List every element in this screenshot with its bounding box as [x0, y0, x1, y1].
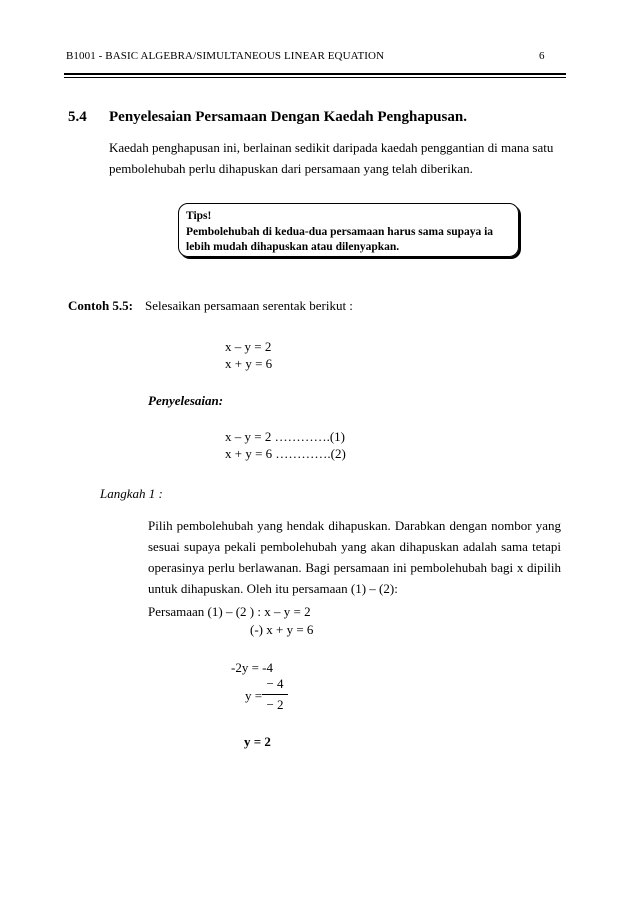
- final-result: y = 2: [244, 734, 271, 749]
- tips-box: [178, 203, 519, 257]
- intro-paragraph: Kaedah penghapusan ini, berlainan sedikit daripada kaedah penggantian di mana satu pembolehubah perlu dihapuskan dari persamaan yang telah diberikan.: [109, 140, 554, 176]
- tips-heading: Tips!: [186, 210, 212, 222]
- header-rule-thin: [64, 77, 566, 78]
- section-number: 5.4: [68, 109, 87, 125]
- header-title: B1001 - BASIC ALGEBRA/SIMULTANEOUS LINEAR EQUATION: [66, 50, 385, 62]
- equation-2-numbered: x + y = 6 ………….(2): [225, 446, 346, 461]
- section-title: Penyelesaian Persamaan Dengan Kaedah Penghapusan.: [109, 109, 467, 125]
- y-equals-label: y =: [245, 688, 263, 703]
- equation-1: x – y = 2: [225, 339, 272, 354]
- subtraction-line-2: (-) x + y = 6: [250, 622, 314, 637]
- step-1-label: Langkah 1 :: [100, 486, 163, 501]
- solution-label: Penyelesaian:: [148, 393, 224, 408]
- subtraction-line-1: Persamaan (1) – (2 ) : x – y = 2: [148, 604, 311, 619]
- example-instruction: Selesaikan persamaan serentak berikut :: [145, 298, 353, 313]
- example-label: Contoh 5.5:: [68, 298, 134, 313]
- tips-line-1: Pembolehubah di kedua-dua persamaan harus sama supaya ia: [186, 225, 494, 238]
- step-1-paragraph: Pilih pembolehubah yang hendak dihapuskan. Darabkan dengan nombor yang sesuai supaya pekali pembolehubah yang akan dihapuskan adalah sama tetapi operasinya perlu berlawanan. Bagi persamaan ini pembolehubah bagi x dipilih untuk dihapuskan. Oleh itu persamaan (1) – (2):: [148, 518, 561, 596]
- page-number: 6: [539, 50, 545, 62]
- result-equation: -2y = -4: [231, 660, 273, 675]
- header-rule-thick: [64, 73, 566, 75]
- fraction-denominator: − 2: [266, 697, 284, 712]
- fraction-numerator: − 4: [266, 676, 284, 691]
- tips-line-2: lebih mudah dihapuskan atau dilenyapkan.: [186, 241, 400, 253]
- equation-1-numbered: x – y = 2 ………….(1): [225, 429, 345, 444]
- equation-2: x + y = 6: [225, 356, 273, 371]
- fraction-bar: [262, 694, 288, 695]
